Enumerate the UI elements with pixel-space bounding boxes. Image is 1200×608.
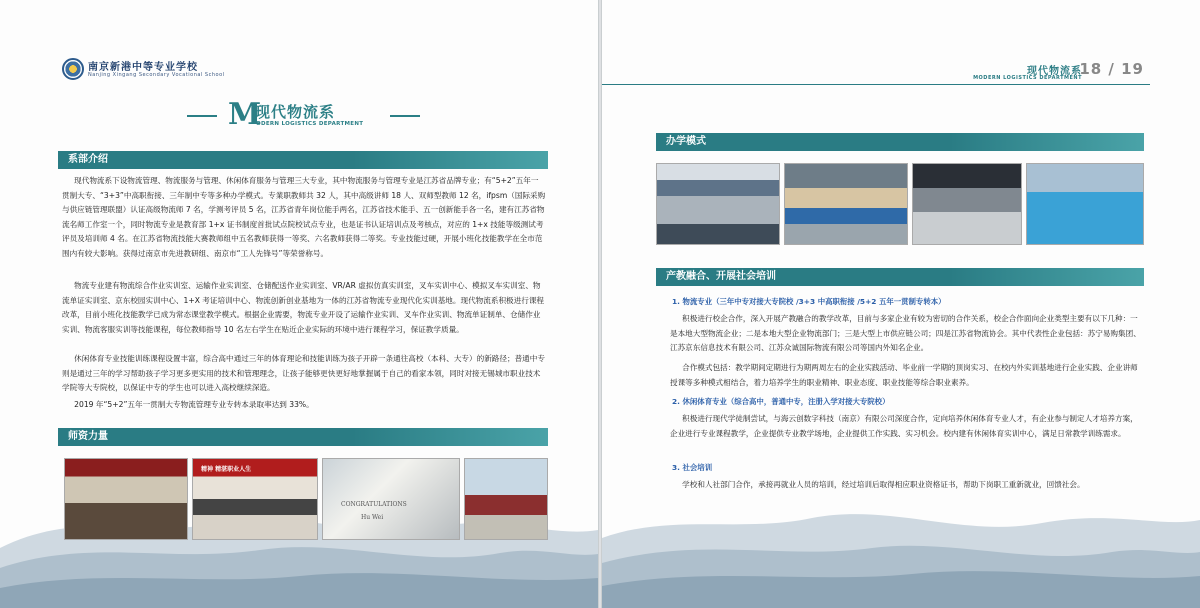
section-intro-bar xyxy=(58,151,548,169)
dept-title-en: ODERN LOGISTICS DEPARTMENT xyxy=(256,121,364,127)
dept-title-cn: 现代物流系 xyxy=(255,103,336,121)
certificate-title: CONGRATULATIONS xyxy=(341,501,407,508)
section-intro-title: 系部介绍 xyxy=(68,154,108,165)
header-dept-en: MODERN LOGISTICS DEPARTMENT xyxy=(973,75,1082,81)
section-faculty-bar xyxy=(58,428,548,446)
section-faculty-title: 师资力量 xyxy=(68,431,108,442)
header-dept-cn: 现代物流系 xyxy=(1027,66,1082,77)
certificate-name: Hu Wei xyxy=(361,514,384,521)
school-name-en: Nanjing Xingang Secondary Vocational School xyxy=(88,72,225,78)
faculty-photo-1 xyxy=(64,458,188,540)
title-divider-left xyxy=(187,115,217,117)
section-industry-title: 产教融合、开展社会培训 xyxy=(666,271,776,282)
left-page xyxy=(0,0,598,608)
intro-paragraph-4: 2019 年“5+2”五年一贯制大专物流管理专业专转本录取率达到 33%。 xyxy=(74,400,314,409)
title-divider-right xyxy=(390,115,420,117)
faculty-photo-2-caption: 精神 精湛职业人生 xyxy=(201,466,252,473)
item-1-body: 积极进行校企合作，深入开展产教融合的教学改革，目前与多家企业有较为密切的合作关系，校企合作面向企业类型主要有以下几种：一是本地大型物流企业；二是本地大型企业物流部门；三是大型上市供应链公司；四是江苏省物流协会。其中代表性企业包括：苏宁易购集团、江苏京东信息技术有限公司、江苏众诚国际物流有限公司等国内外知名企业。 xyxy=(670,314,1141,352)
page-numbers: 18 / 19 xyxy=(1079,60,1144,78)
school-name: 南京新港中等专业学校 xyxy=(88,62,198,73)
item-3-body: 学校和人社部门合作，承接再就业人员的培训，经过培训后取得相应职业资格证书，帮助下岗职工重新就业，回馈社会。 xyxy=(682,480,1085,489)
faculty-group-photo xyxy=(464,458,548,540)
training-photo-2 xyxy=(784,163,908,245)
intro-paragraph-2: 物流专业建有物流综合作业实训室、运输作业实训室、仓储配送作业实训室、VR/AR 虚拟仿真实训室，叉车实训中心、模拟叉车实训室、物流单证实训室、京东校园实训中心、1+X 考证培训中心、物流创新创业基地为一体的江苏省物流专业现代化实训基地。现代物流系积极进行课程改革，目前小班化技能教学已成为常态课堂教学模式。根据企业需要，物流专业开设了运输作业实训、叉车作业实训、物流单证制单、仓储作业实训、物流客服实训等技能课程，每位教师指导 10 名左右学生在贴近企业实际的环境中进行课程学习，保证教学质量。 xyxy=(62,281,545,334)
item-2-body: 积极进行现代学徒制尝试，与海云创数字科技（南京）有限公司深度合作，定向培养休闲体育专业人才，有企业参与制定人才培养方案，企业进行专业课程教学，企业提供专业教学场地，企业提供工作实践、实习机会。校内建有休闲体育实训中心，满足日常教学训练需求。 xyxy=(670,414,1138,438)
intro-paragraph-3: 休闲体育专业技能训练课程设置丰富，综合高中通过三年的体育理论和技能训练为孩子开辟一条通往高校（本科、大专）的新路径；普通中专则是通过三年的学习帮助孩子学习更多更实用的技术和管理理念，让孩子能够更快更好地掌握属于自己的看家本领，同时对接无锡城市职业技术学院等大专院校，以保证中专的学生也可以进入高校继续深造。 xyxy=(62,354,545,392)
item-1-heading: 1. 物流专业（三年中专对接大专院校 /3+3 中高职衔接 /5+2 五年一贯制专转本） xyxy=(672,297,946,306)
right-page xyxy=(602,0,1200,608)
section-industry-bar xyxy=(656,268,1144,286)
section-mode-bar xyxy=(656,133,1144,151)
department-title xyxy=(190,97,420,132)
intro-paragraph-1: 现代物流系下设物流管理、物流服务与管理、休闲体育服务与管理三大专业，其中物流服务与管理专业是江苏省品牌专业；有“5+2”五年一贯制大专、“3+3”中高职衔接、三年制中专等多种办学模式。专業职教师共 32 人，其中高级讲师 18 人、双师型教师 12 名，ifpsm（国际采购与供应链管理联盟）认证高级物流师 7 名，学测考评员 5 名，江苏省青年岗位能手两名，江苏省技术能手、五一创新能手各一名，建有江苏省物流名师工作室一个，同时物流专业是教育部 1+x 证书制度首批试点院校试点专业，也是证书认证培训点及考核点，对应的 1+x 技能等级测试考评员及培训师 4 名。在江苏省物流技能大赛教师组中五名教师获得一等奖、六名教师获得二等奖。专业技能过硬，开展小班化技能教学在全市范围内有较大影响。获得过南京市先进教研组、南京市“工人先锋号”等荣誉称号。 xyxy=(62,176,546,258)
item-1-body-2: 合作模式包括：教学期间定期进行为期两周左右的企业实践活动、毕业前一学期的顶岗实习、在校内外实训基地进行企业实践、企业讲师授课等多种模式相结合，着力培养学生的职业精神、职业态度、职业技能等综合职业素养。 xyxy=(670,363,1138,387)
training-photo-1 xyxy=(656,163,780,245)
school-logo xyxy=(62,58,84,80)
certificate-photo xyxy=(322,458,460,540)
section-mode-title: 办学模式 xyxy=(666,136,706,147)
training-photo-3 xyxy=(912,163,1022,245)
faculty-photo-2 xyxy=(192,458,318,540)
header-rule xyxy=(602,84,1150,85)
item-2-heading: 2. 休闲体育专业（综合高中，普通中专，注册入学对接大专院校） xyxy=(672,397,890,406)
training-photo-4 xyxy=(1026,163,1144,245)
item-3-heading: 3. 社会培训 xyxy=(672,463,713,472)
dept-big-letter: M xyxy=(228,97,262,132)
